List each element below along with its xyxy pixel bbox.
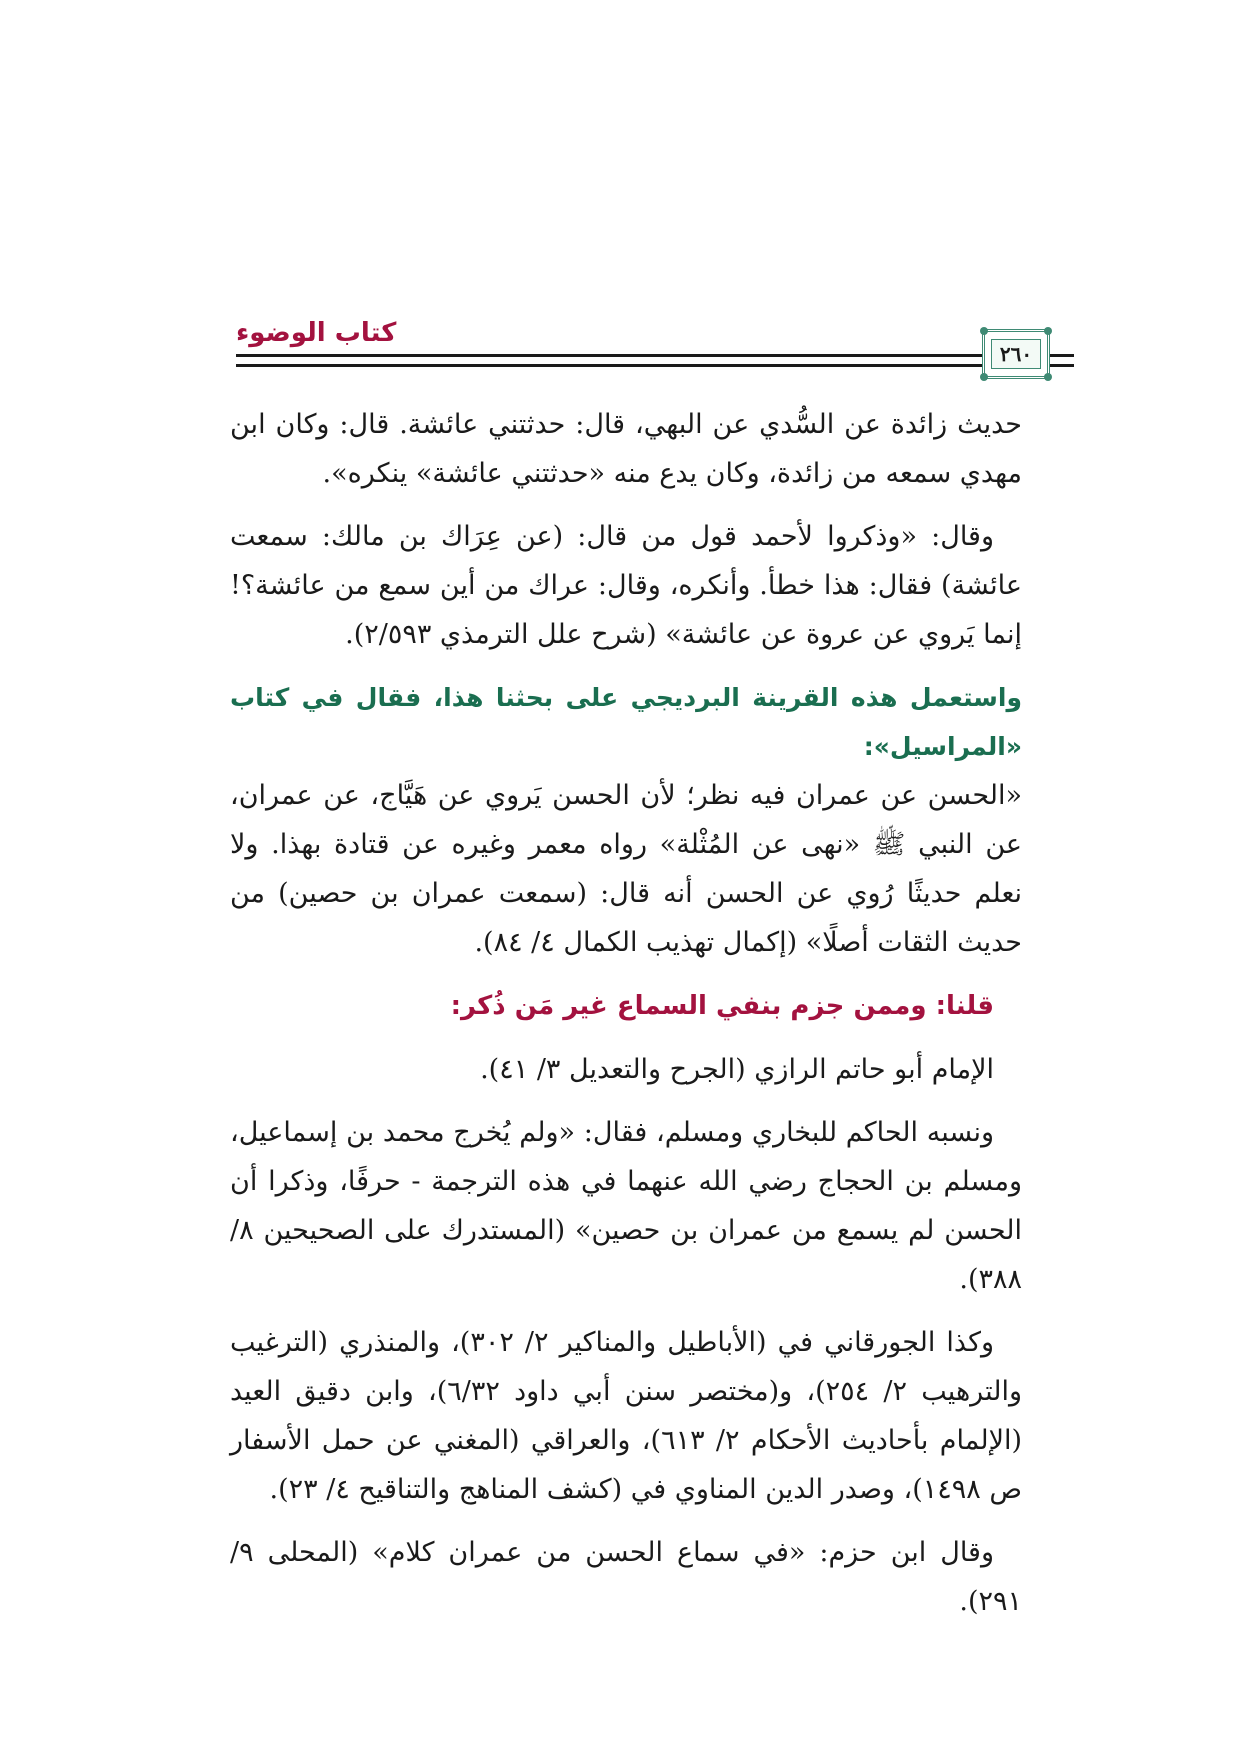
ornament-dot	[980, 327, 988, 335]
section-heading-bardiji	[230, 673, 1022, 967]
page-number: ٢٦٠	[991, 339, 1041, 369]
heading-text: واستعمل هذه القرينة البرديجي على بحثنا هذا، فقال في كتاب «المراسيل»:	[230, 683, 1022, 761]
page-body	[230, 400, 1022, 1640]
ornament-dot	[1044, 373, 1052, 381]
ornament-dot	[1044, 327, 1052, 335]
heading-text: وممن جزم بنفي السماع غير مَن ذُكر:	[450, 991, 927, 1021]
paragraph-3: «الحسن عن عمران فيه نظر؛ لأن الحسن يَروي عن هَيَّاج، عن عمران، عن النبي ﷺ «نهى عن المُثْلة» رواه معمر وغيره عن قتادة بهذا. ولا نعلم حديثًا رُوي عن الحسن أنه قال: (سمعت عمران بن حصين) من حديث الثقات أصلًا» (إكمال تهذيب الكمال ٤/ ٨٤).	[230, 780, 1022, 958]
header-rule-bottom	[236, 364, 1000, 367]
paragraph-5: ونسبه الحاكم للبخاري ومسلم، فقال: «ولم يُخرج محمد بن إسماعيل، ومسلم بن الحجاج رضي الله عنهما في هذه الترجمة - حرفًا، وذكرا أن الحسن لم يسمع من عمران بن حصين» (المستدرك على الصحيحين ٨/ ٣٨٨).	[230, 1117, 1022, 1295]
paragraph-7: وقال ابن حزم: «في سماع الحسن من عمران كلام» (المحلى ٩/ ٢٩١).	[230, 1537, 1022, 1617]
paragraph-2: وقال: «وذكروا لأحمد قول من قال: (عن عِرَاك بن مالك: سمعت عائشة) فقال: هذا خطأ. وأنكره، وقال: عراك من أين سمع من عائشة؟! إنما يَروي عن عروة عن عائشة» (شرح علل الترمذي ٢/٥٩٣).	[230, 521, 1022, 650]
page-header	[0, 0, 1240, 400]
header-rule-right-top	[1046, 354, 1074, 357]
paragraph-1: حديث زائدة عن السُّدي عن البهي، قال: حدثتني عائشة. قال: وكان ابن مهدي سمعه من زائدة، وكان يدع منه «حدثتني عائشة» ينكره».	[230, 409, 1022, 489]
header-rule-top	[236, 354, 1000, 357]
heading-prefix: قلنا:	[926, 991, 994, 1021]
page-number-badge	[982, 329, 1050, 379]
book-title: كتاب الوضوء	[236, 318, 397, 348]
section-heading-others	[230, 981, 994, 1031]
paragraph-6: وكذا الجورقاني في (الأباطيل والمناكير ٢/ ٣٠٢)، والمنذري (الترغيب والترهيب ٢/ ٢٥٤)، و(مختصر سنن أبي داود ٦/٣٢)، وابن دقيق العيد (الإلمام بأحاديث الأحكام ٢/ ٦١٣)، والعراقي (المغني عن حمل الأسفار ص ١٤٩٨)، وصدر الدين المناوي في (كشف المناهج والتناقيح ٤/ ٢٣).	[230, 1327, 1023, 1505]
ornament-dot	[980, 373, 988, 381]
header-rule-right-bottom	[1046, 364, 1074, 367]
paragraph-4: الإمام أبو حاتم الرازي (الجرح والتعديل ٣/ ٤١).	[480, 1054, 994, 1085]
